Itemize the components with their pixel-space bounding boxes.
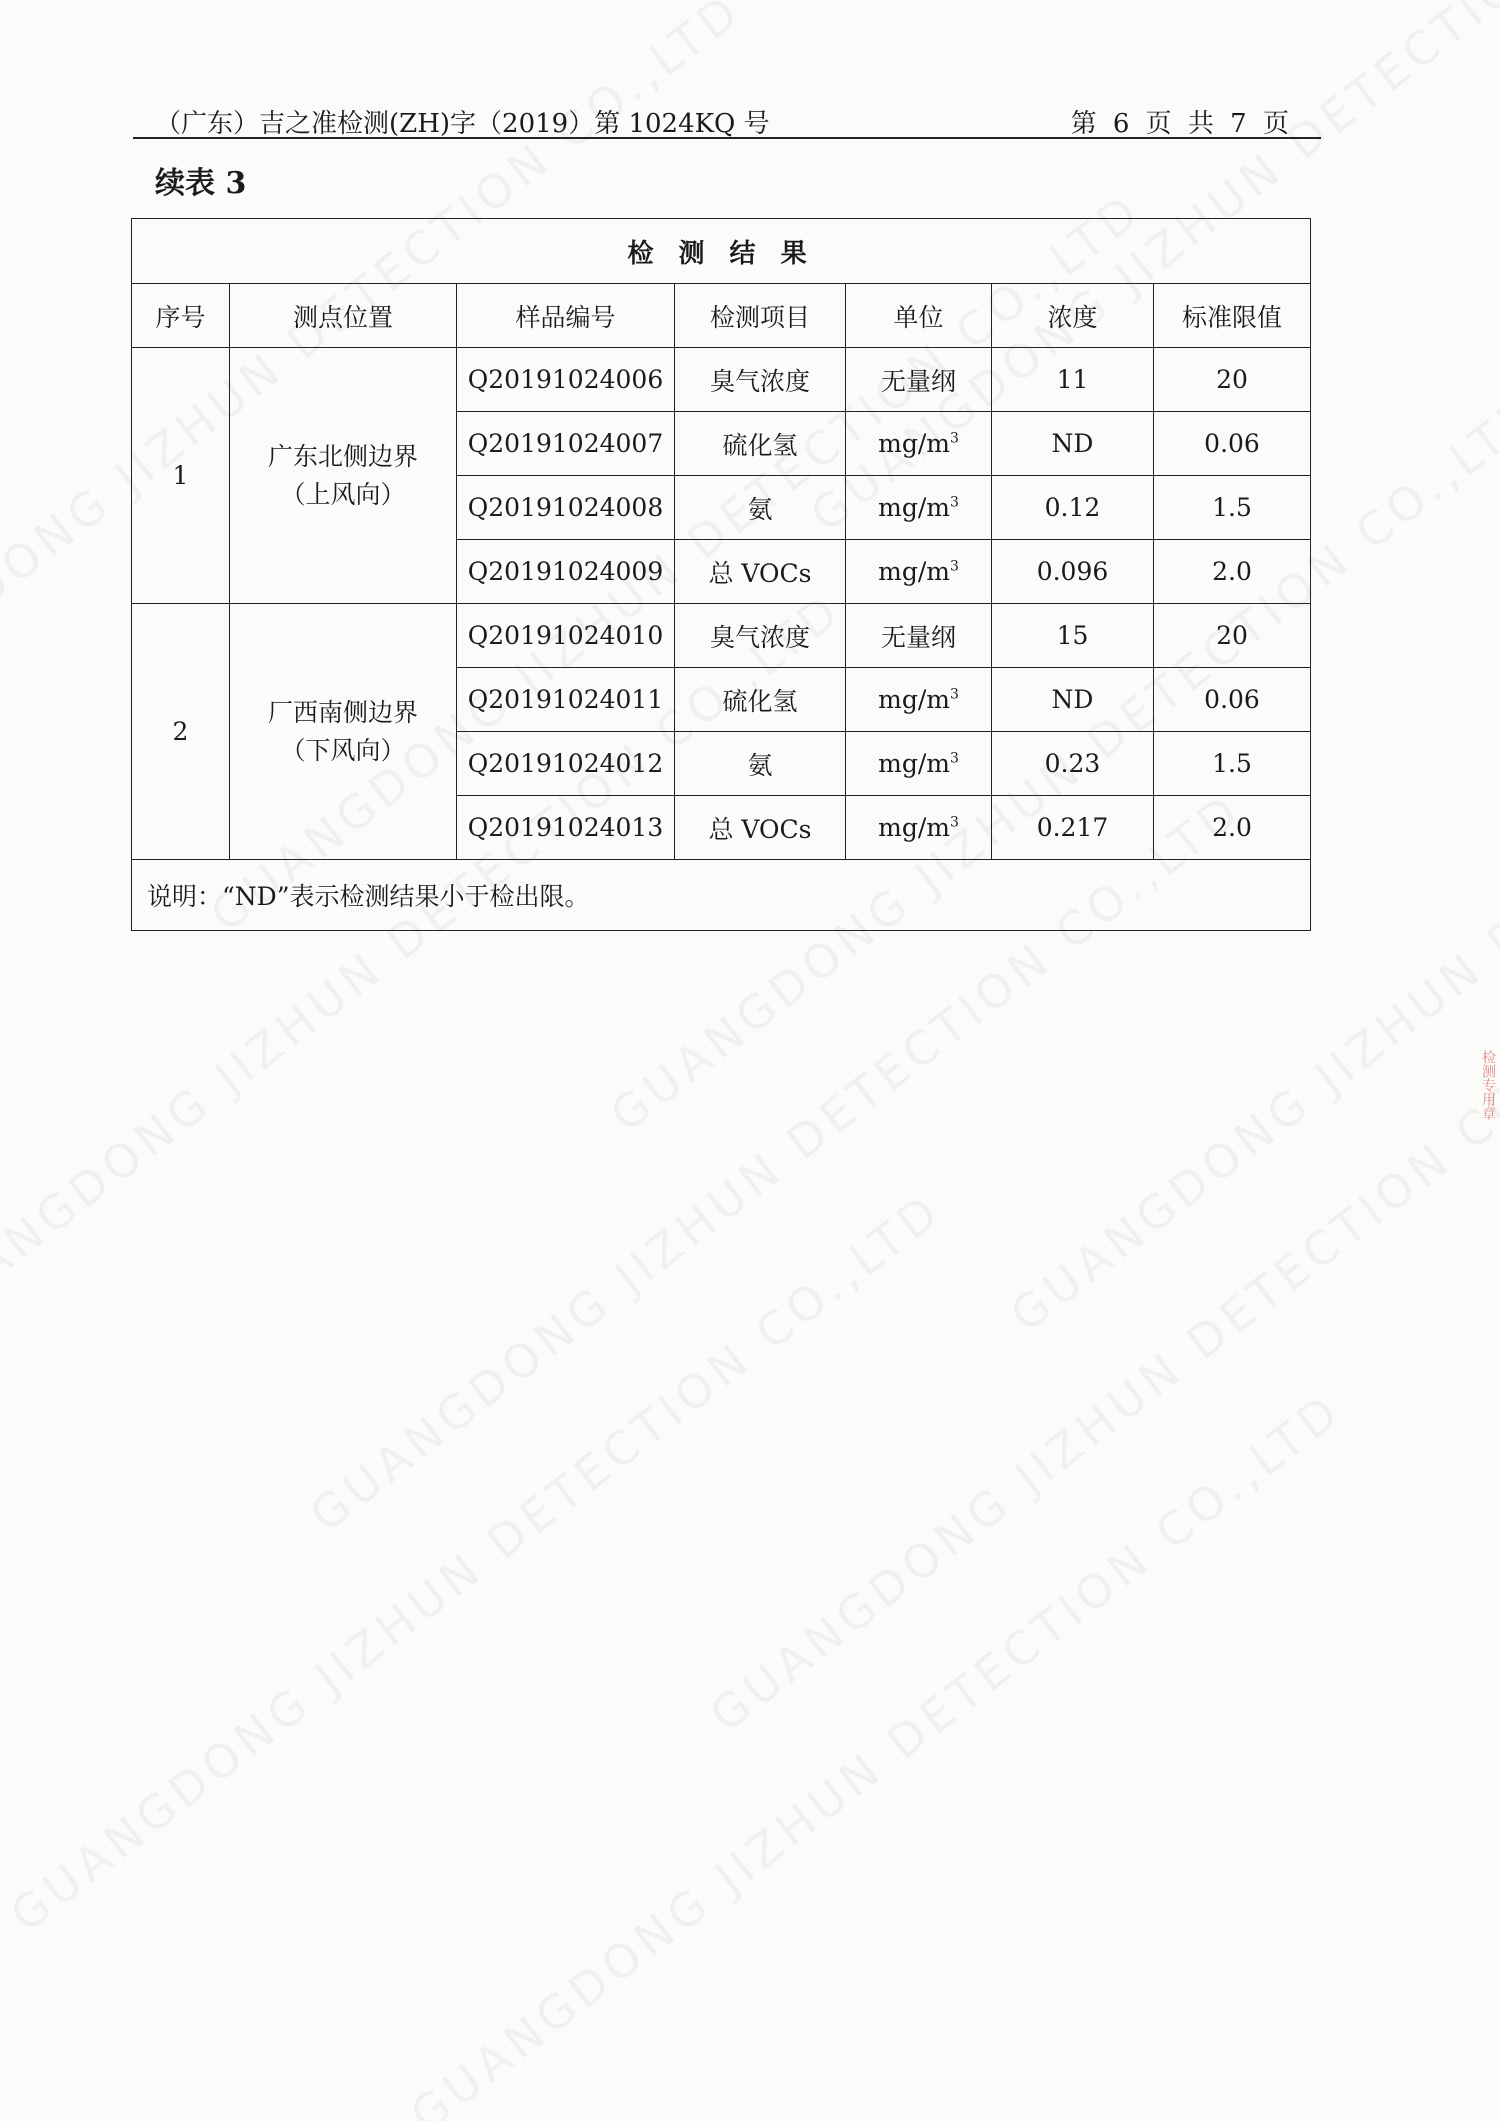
unit-superscript: 3 (949, 686, 959, 703)
unit-superscript: 3 (949, 750, 959, 767)
item-cell: 硫化氢 (675, 668, 846, 732)
unit-text: 无量纲 (880, 622, 956, 652)
page-info: 第 6 页 共 7 页 (1070, 109, 1293, 139)
unit-superscript: 3 (949, 494, 959, 511)
unit-cell (846, 668, 992, 732)
limit-cell: 1.5 (1154, 476, 1311, 540)
table-header-row (132, 284, 1311, 348)
location-wind: （上风向） (280, 479, 406, 509)
item-cell: 氨 (675, 732, 846, 796)
unit-cell (846, 796, 992, 860)
table-caption: 检 测 结 果 (132, 219, 1311, 284)
limit-cell: 2.0 (1154, 796, 1311, 860)
table-subtitle: 续表 3 (155, 166, 247, 201)
sample-no-cell: Q20191024012 (457, 732, 675, 796)
column-header: 单位 (846, 284, 992, 348)
unit-cell (846, 476, 992, 540)
item-cell: 臭气浓度 (675, 348, 846, 412)
column-header: 序号 (132, 284, 230, 348)
unit-text: 无量纲 (880, 366, 956, 396)
seq-cell: 2 (132, 604, 230, 860)
location-wind: （下风向） (280, 735, 406, 765)
results-table (131, 218, 1311, 931)
column-header: 测点位置 (230, 284, 457, 348)
sample-no-cell: Q20191024009 (457, 540, 675, 604)
concentration-cell: 11 (992, 348, 1154, 412)
sample-no-cell: Q20191024010 (457, 604, 675, 668)
unit-text: mg/m (878, 557, 950, 586)
unit-cell (846, 348, 992, 412)
watermark-text (700, 982, 1500, 1743)
concentration-cell: 0.217 (992, 796, 1154, 860)
sample-no-cell: Q20191024006 (457, 348, 675, 412)
location-name: 广东北侧边界 (267, 441, 418, 471)
column-header: 样品编号 (457, 284, 675, 348)
sample-no-cell: Q20191024011 (457, 668, 675, 732)
item-cell: 臭气浓度 (675, 604, 846, 668)
report-number: （广东）吉之准检测(ZH)字（2019）第 1024KQ 号 (155, 109, 770, 139)
unit-text: mg/m (878, 429, 950, 458)
location-cell (230, 348, 457, 604)
table-row (132, 604, 1311, 668)
unit-text: mg/m (878, 749, 950, 778)
column-header: 浓度 (992, 284, 1154, 348)
sample-no-cell: Q20191024007 (457, 412, 675, 476)
limit-cell: 20 (1154, 604, 1311, 668)
limit-cell: 2.0 (1154, 540, 1311, 604)
item-cell: 硫化氢 (675, 412, 846, 476)
item-cell: 氨 (675, 476, 846, 540)
page-header (133, 101, 1321, 139)
concentration-cell: 0.12 (992, 476, 1154, 540)
unit-superscript: 3 (949, 558, 959, 575)
limit-cell: 1.5 (1154, 732, 1311, 796)
limit-cell: 0.06 (1154, 412, 1311, 476)
unit-cell (846, 540, 992, 604)
table-row (132, 348, 1311, 412)
concentration-cell: 15 (992, 604, 1154, 668)
location-cell (230, 604, 457, 860)
unit-text: mg/m (878, 685, 950, 714)
unit-text: mg/m (878, 493, 950, 522)
concentration-cell: ND (992, 412, 1154, 476)
limit-cell: 20 (1154, 348, 1311, 412)
watermark-text (400, 1382, 1352, 2121)
concentration-cell: ND (992, 668, 1154, 732)
unit-superscript: 3 (949, 430, 959, 447)
watermark-text (0, 1182, 952, 1943)
item-cell: 总 VOCs (675, 796, 846, 860)
table-note: 说明：“ND”表示检测结果小于检出限。 (132, 860, 1311, 931)
sample-no-cell: Q20191024013 (457, 796, 675, 860)
sample-no-cell: Q20191024008 (457, 476, 675, 540)
concentration-cell: 0.23 (992, 732, 1154, 796)
column-header: 标准限值 (1154, 284, 1311, 348)
unit-cell (846, 412, 992, 476)
limit-cell: 0.06 (1154, 668, 1311, 732)
seal-edge-mark: 检测专用章 (1480, 1050, 1496, 1120)
unit-superscript: 3 (949, 814, 959, 831)
concentration-cell: 0.096 (992, 540, 1154, 604)
unit-cell (846, 604, 992, 668)
column-header: 检测项目 (675, 284, 846, 348)
unit-cell (846, 732, 992, 796)
seq-cell: 1 (132, 348, 230, 604)
item-cell: 总 VOCs (675, 540, 846, 604)
unit-text: mg/m (878, 813, 950, 842)
location-name: 厂西南侧边界 (267, 697, 418, 727)
